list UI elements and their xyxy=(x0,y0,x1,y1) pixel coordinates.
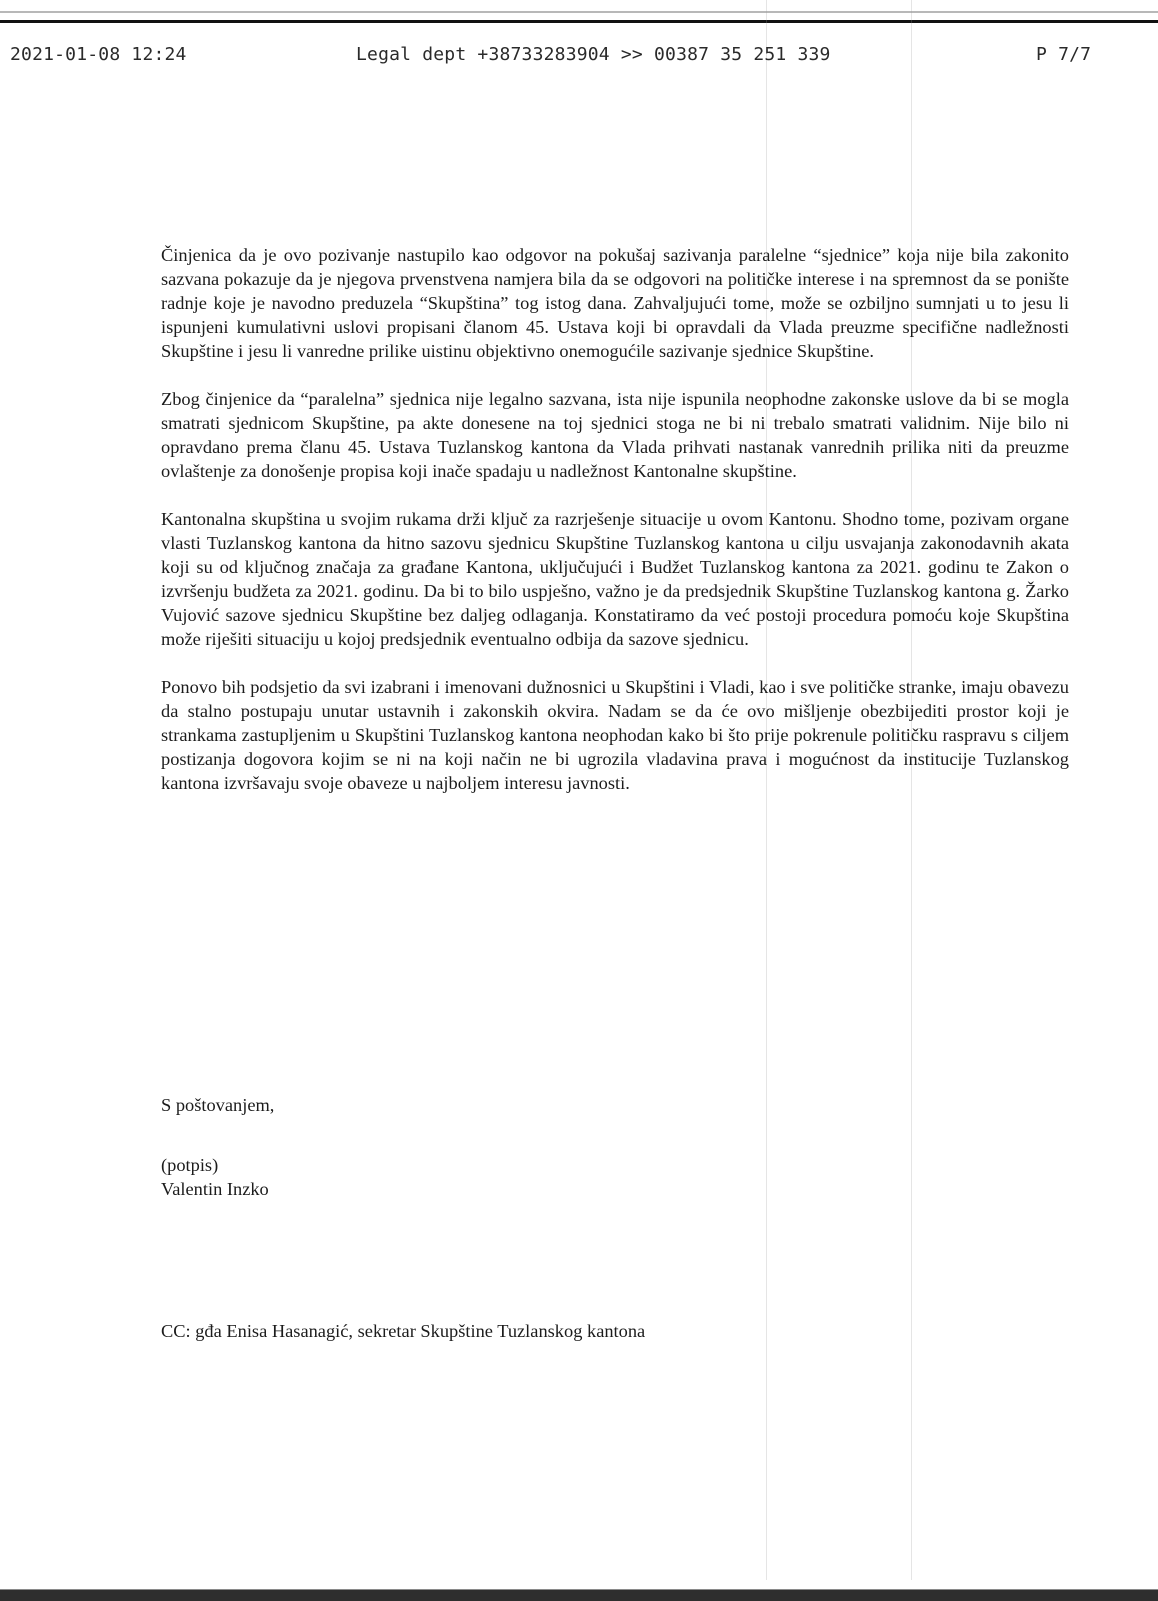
paragraph: Kantonalna skupština u svojim rukama drži ključ za razrješenje situacije u ovom Kantonu. Shodno tome, pozivam organe vlasti Tuzlanskog kantona da hitno sazovu sjednicu Skupštine Tuzlanskog kantona u cilju usvajanja zakonodavnih akata koji su od ključnog značaja za građane Kantona, uključujući i Budžet Tuzlanskog kantona za 2021. godinu te Zakon o izvršenju budžeta za 2021. godinu. Da bi to bilo uspješno, važno je da predsjednik Skupštine Tuzlanskog kantona g. Žarko Vujović sazove sjednicu Skupštine bez daljeg odlaganja. Konstatiramo da već postoji procedura pomoću koje Skupština može riješiti situaciju u kojoj predsjednik eventualno odbija da sazove sjednicu. xyxy=(161,509,1069,649)
signature-note: (potpis) xyxy=(161,1155,219,1175)
letter-body xyxy=(161,243,1069,819)
header-rule xyxy=(0,20,1158,23)
paragraph: Činjenica da je ovo pozivanje nastupilo kao odgovor na pokušaj sazivanja paralelne “sjednice” koja nije bila zakonito sazvana pokazuje da je njegova prvenstvena namjera bila da se odgovori na političke interese i na spremnost da se ponište radnje koje je navodno preduzela “Skupština” tog istog dana. Zahvaljujući tome, može se ozbiljno sumnjati u to jesu li ispunjeni kumulativni uslovi propisani članom 45. Ustava koji bi opravdali da Vlada preuzme specifične nadležnosti Skupštine i jesu li vanredne prilike uistinu objektivno onemogućile sazivanje sjednice Skupštine. xyxy=(161,245,1069,361)
paragraph: Zbog činjenice da “paralelna” sjednica nije legalno sazvana, ista nije ispunila neophodne zakonske uslove da bi se mogla smatrati sjednicom Skupštine, pa akte donesene na toj sjednici stoga ne bi ni trebalo smatrati validnim. Nije bilo ni opravdano prema članu 45. Ustava Tuzlanskog kantona da Vlada prihvati nastanak vanrednih prilika niti da preuzme ovlaštenje za donošenje propisa koji inače spadaju u nadležnost Kantonalne skupštine. xyxy=(161,389,1069,481)
fax-sender-line: Legal dept +38733283904 >> 00387 35 251 339 xyxy=(356,44,831,65)
fax-header xyxy=(0,44,1158,68)
bottom-bar xyxy=(0,1589,1158,1601)
signature-block xyxy=(161,1153,269,1201)
signatory-name: Valentin Inzko xyxy=(161,1179,269,1199)
letter-closing: S poštovanjem, xyxy=(161,1095,275,1115)
paragraph: Ponovo bih podsjetio da svi izabrani i imenovani dužnosnici u Skupštini i Vladi, kao i sve političke stranke, imaju obavezu da stalno postupaju unutar ustavnih i zakonskih okvira. Nadam se da će ovo mišljenje obezbijediti prostor koji je strankama zastupljenim u Skupštini Tuzlanskog kantona neophodan kako bi što prije pokrenule političku raspravu s ciljem postizanja dogovora kojim se ni na koji način ne bi ugrozila vladavina prava i mogućnost da institucije Tuzlanskog kantona izvršavaju svoje obaveze u najboljem interesu javnosti. xyxy=(161,677,1069,793)
scan-edge-line xyxy=(0,11,1158,13)
fax-datetime: 2021-01-08 12:24 xyxy=(10,44,187,65)
cc-recipient: CC: gđa Enisa Hasanagić, sekretar Skupštine Tuzlanskog kantona xyxy=(161,1321,646,1341)
fax-page-number: P 7/7 xyxy=(1036,44,1092,65)
